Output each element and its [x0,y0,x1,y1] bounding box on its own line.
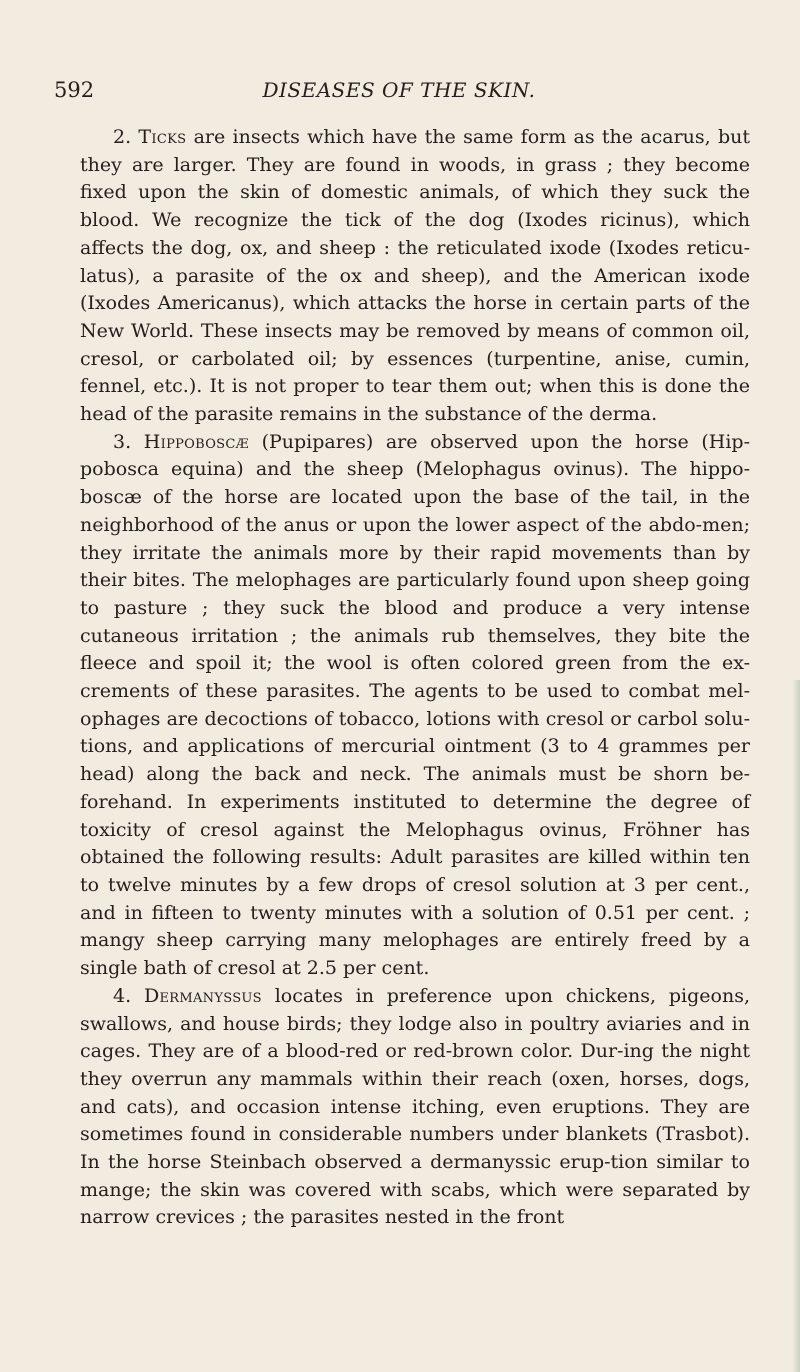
paragraph-hippoboscae [80,429,750,983]
page-header [54,78,744,108]
page-number: 592 [54,78,95,102]
page-edge-shadow [792,680,800,1372]
section-heading: Dermanyssus [143,984,262,1007]
section-heading: Hippoboscæ [143,430,249,453]
paragraph-ticks [80,124,750,429]
body-text [80,124,750,1232]
section-number: 4. [113,984,132,1007]
running-title: DISEASES OF THE SKIN. [262,78,536,102]
section-number: 3. [113,430,132,453]
paragraph-text: locates in preference upon chickens, pigeons, swallows, and house birds; they lodge also in poultry aviaries and in cages. They are of a blood-red or red-brown color. Dur-ing the night they overrun any mammals within their reach (oxen, horses, dogs, and cats), and occasion intense itching, even eruptions. They are sometimes found in considerable numbers under blankets (Trasbot). In the horse Steinbach observed a dermanyssic erup-tion similar to mange; the skin was covered with scabs, which were separated by narrow crevices ; the parasites nested in the front [80,984,750,1229]
section-number: 2. [113,126,132,148]
paragraph-text: are insects which have the same form as the acarus, but they are larger. They are found in woods, in grass ; they become fixed upon the skin of domestic animals, of which they suck the blood. We recognize the tick of the dog (Ixodes ricinus), which affects the dog, ox, and sheep : the reticulated ixode (Ixodes reticu-latus), a parasite of the ox and sheep), and the American ixode (Ixodes Americanus), which attacks the horse in certain parts of the New World. These insects may be removed by means of common oil, cresol, or carbolated oil; by essences (turpentine, anise, cumin, fennel, etc.). It is not proper to tear them out; when this is done the head of the parasite remains in the substance of the derma. [80,126,750,426]
paragraph-text: (Pupipares) are observed upon the horse (Hip-pobosca equina) and the sheep (Melophagus ovinus). The hippo-boscæ of the horse are located upon the base of the tail, in the neighborhood of the anus or upon the lower aspect of the abdo-men; they irritate the animals more by their rapid movements than by their bites. The melophages are particularly found upon sheep going to pasture ; they suck the blood and produce a very intense cutaneous irritation ; the animals rub themselves, they bite the fleece and spoil it; the wool is often colored green from the ex-crements of these parasites. The agents to be used to combat mel-ophages are decoctions of tobacco, lotions with cresol or carbol solu-tions, and applications of mercurial ointment (3 to 4 grammes per head) along the back and neck. The animals must be shorn be-forehand. In experiments instituted to determine the degree of toxicity of cresol against the Melophagus ovinus, Fröhner has obtained the following results: Adult parasites are killed within ten to twelve minutes by a few drops of cresol solution at 3 per cent., and in fifteen to twenty minutes with a solution of 0.51 per cent. ; mangy sheep carrying many melophages are entirely freed by a single bath of cresol at 2.5 per cent. [80,430,750,980]
section-heading: Ticks [138,126,187,148]
paragraph-dermanyssus [80,983,750,1232]
